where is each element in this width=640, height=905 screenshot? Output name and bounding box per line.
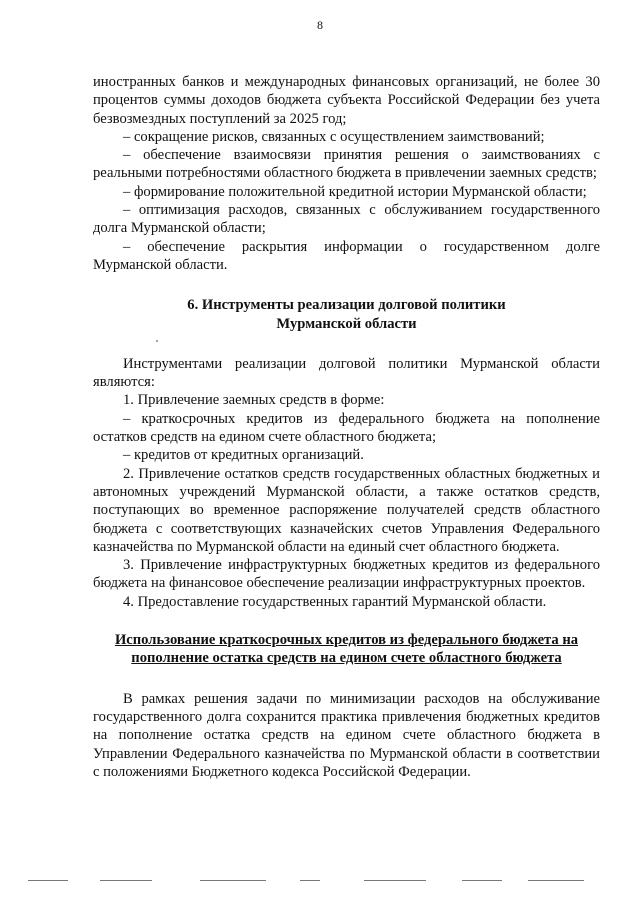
list-item-risk-reduction: – сокращение рисков, связанных с осуществлением заимствований; bbox=[123, 128, 545, 145]
footer-rule-4 bbox=[300, 880, 320, 881]
section-6-heading bbox=[93, 296, 600, 333]
footer-rule-7 bbox=[528, 880, 584, 881]
instrument-1-short-term-credits: – краткосрочных кредитов из федерального бюджета на пополнение остатков средств на едином счете областного бюджета; bbox=[93, 410, 600, 446]
footer-rule-5 bbox=[364, 880, 426, 881]
instrument-3: 3. Привлечение инфраструктурных бюджетных кредитов из федерального бюджета на финансовое обеспечение реализации инфраструктурных проектов. bbox=[93, 557, 600, 592]
list-item-cost-optimization: – оптимизация расходов, связанных с обслуживанием государственного долга Мурманской области; bbox=[93, 202, 600, 237]
list-item-disclosure: – обеспечение раскрытия информации о государственном долге Мурманской области. bbox=[93, 238, 600, 273]
document-body bbox=[93, 73, 600, 781]
instrument-2: 2. Привлечение остатков средств государственных областных бюджетных и автономных учреждений Мурманской области, а также остатков средств, поступающих во временное распоряжение получателей средств областного бюджета с соответствующих казначейских счетов Управления Федерального казначейства по Мурманской области на единый счет областного бюджета. bbox=[93, 465, 600, 555]
page-number: 8 bbox=[317, 18, 323, 32]
footer-rule-6 bbox=[462, 880, 502, 881]
short-term-credits-heading: Использование краткосрочных кредитов из федерального бюджета на пополнение остатка средств на едином счете областного бюджета bbox=[114, 632, 579, 667]
instrument-1-bank-credits: – кредитов от кредитных организаций. bbox=[123, 447, 364, 464]
paragraph-continuation: иностранных банков и международных финансовых организаций, не более 30 процентов суммы доходов бюджета субъекта Российской Федерации без учета безвозмездных поступлений за 2025 год; bbox=[93, 74, 600, 127]
footer-rule-3 bbox=[200, 880, 266, 881]
footer-rule-2 bbox=[100, 880, 152, 881]
instrument-4: 4. Предоставление государственных гарантий Мурманской области. bbox=[123, 593, 547, 610]
instruments-intro: Инструментами реализации долговой политики Мурманской области являются: bbox=[93, 355, 600, 391]
instrument-1: 1. Привлечение заемных средств в форме: bbox=[123, 392, 385, 409]
section-6-heading-line-1: 6. Инструменты реализации долговой политики bbox=[187, 297, 506, 314]
footer-rule-1 bbox=[28, 880, 68, 881]
short-term-credits-paragraph: В рамках решения задачи по минимизации расходов на обслуживание государственного долга сохранится практика привлечения бюджетных кредитов на пополнение остатка средств на едином счете областного бюджета в Управлении Федерального казначейства по Мурманской области в соответствии с положениями Бюджетного кодекса Российской Федерации. bbox=[93, 690, 600, 780]
list-item-credit-history: – формирование положительной кредитной истории Мурманской области; bbox=[123, 183, 587, 200]
list-item-borrowing-link: – обеспечение взаимосвязи принятия решения о заимствованиях с реальными потребностями областного бюджета в привлечении заемных средств; bbox=[93, 147, 600, 182]
section-6-heading-line-2: Мурманской области bbox=[276, 315, 417, 332]
